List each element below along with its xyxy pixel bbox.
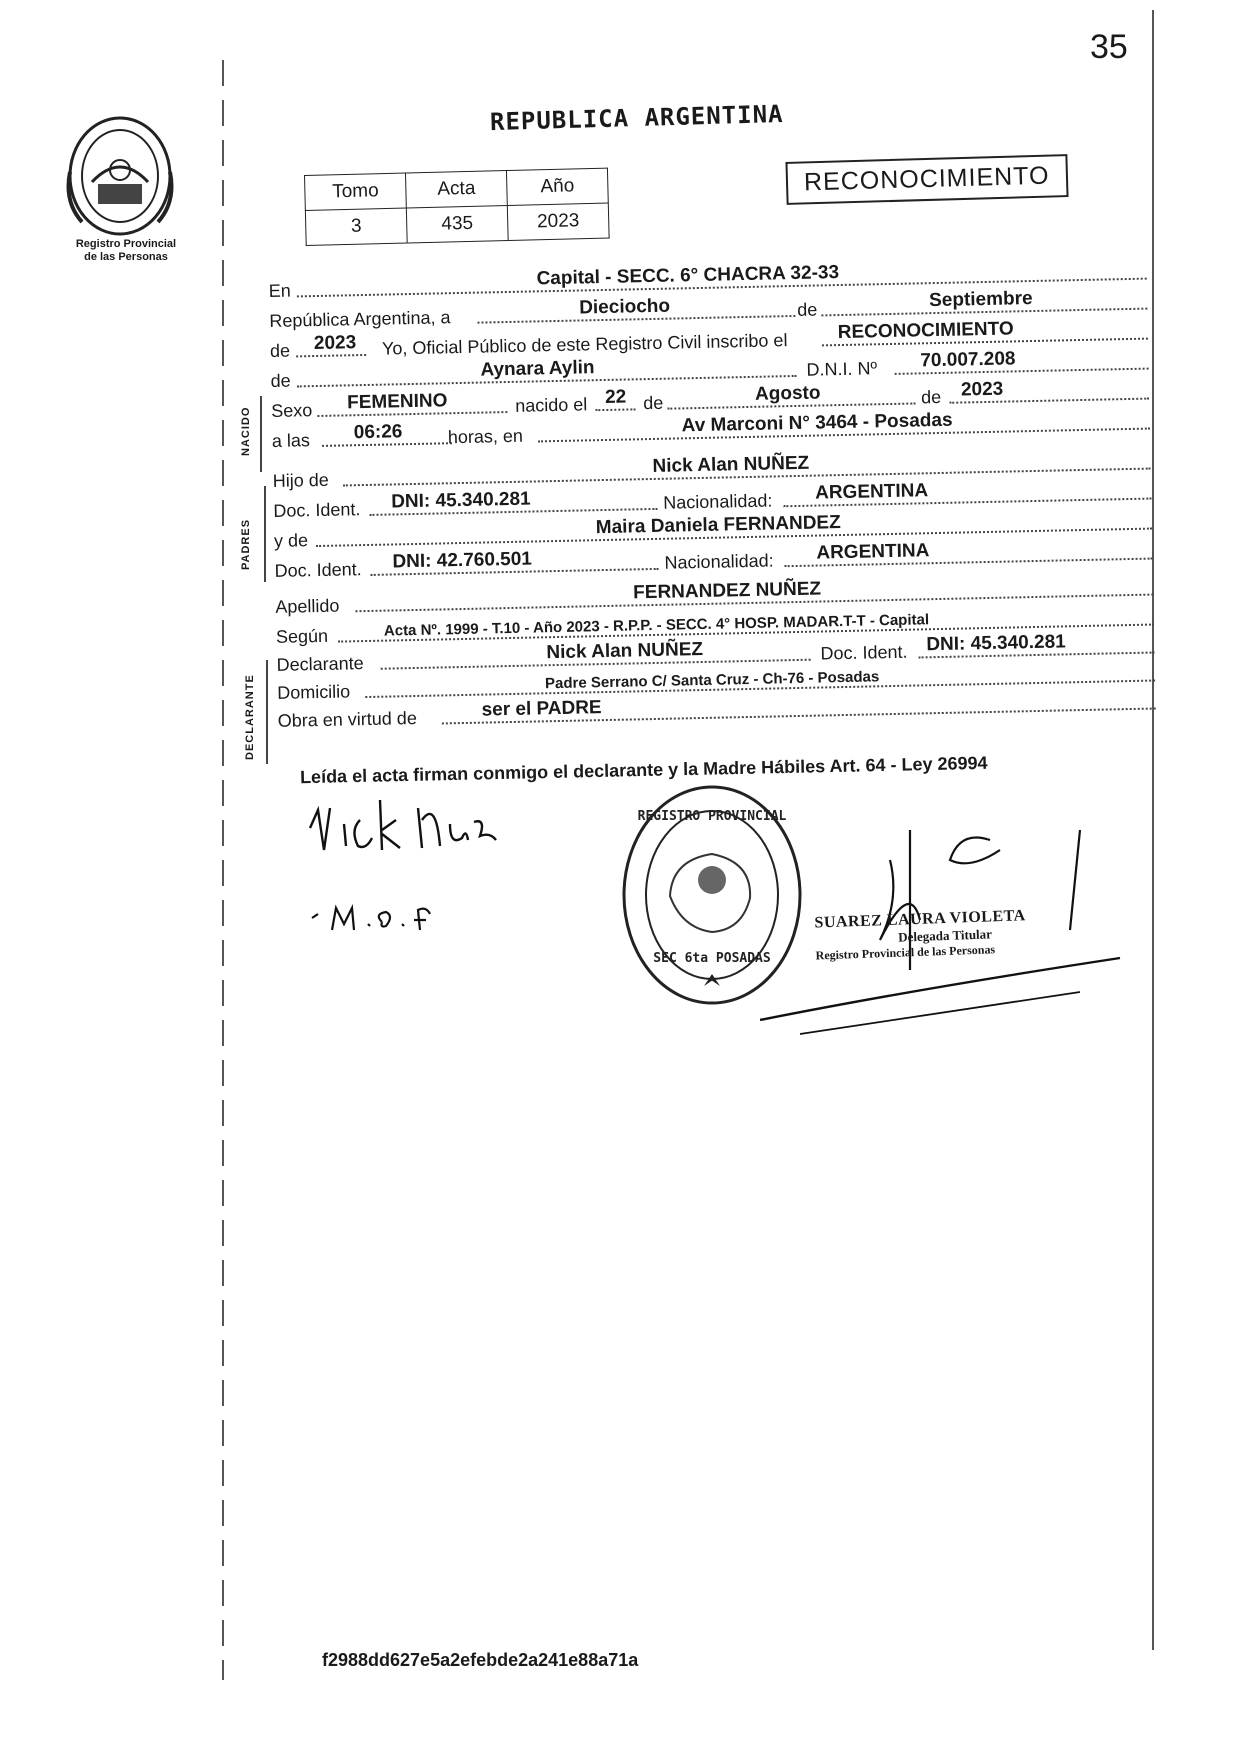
registry-line-1: Registro Provincial bbox=[75, 238, 177, 250]
anio-header: Año bbox=[506, 168, 608, 205]
docdecl-value: DNI: 45.340.281 bbox=[926, 631, 1066, 656]
nombre-value: Aynara Aylin bbox=[480, 357, 595, 381]
right-margin-rule bbox=[1152, 10, 1154, 1650]
anio-value: 2023 bbox=[313, 332, 357, 355]
obra-label: Obra en virtud de bbox=[277, 707, 418, 731]
domicilio-value: Padre Serrano C/ Santa Cruz - Ch-76 - Posadas bbox=[544, 668, 880, 693]
obra-value: ser el PADRE bbox=[481, 697, 602, 721]
dia-value: Dieciocho bbox=[578, 295, 671, 319]
de-label: de bbox=[795, 299, 819, 320]
doc1-label: Doc. Ident. bbox=[273, 499, 361, 521]
declarante-value: Nick Alan NUÑEZ bbox=[546, 638, 704, 664]
dni-value: 70.007.208 bbox=[920, 348, 1016, 372]
document-hash: f2988dd627e5a2efebde2a241e88a71a bbox=[322, 1650, 639, 1670]
en-label: En bbox=[268, 280, 292, 301]
acta-value: 435 bbox=[406, 206, 508, 243]
nacido-mes: Agosto bbox=[754, 382, 821, 405]
nacido-dia: 22 bbox=[604, 386, 627, 408]
closing-statement: Leída el acta firman conmigo el declarante y la Madre Hábiles Art. 64 - Ley 26994 bbox=[299, 752, 988, 788]
side-bar-padres bbox=[264, 486, 266, 582]
left-margin-rule bbox=[222, 60, 224, 1680]
tomo-header: Tomo bbox=[305, 173, 407, 210]
side-label-padres: PADRES bbox=[240, 518, 252, 570]
nacido-label: nacido el bbox=[515, 394, 588, 416]
tomo-value: 3 bbox=[305, 208, 407, 245]
sexo-label: Sexo bbox=[271, 400, 313, 421]
svg-text:REGISTRO PROVINCIAL: REGISTRO PROVINCIAL bbox=[637, 809, 787, 824]
madre-initials bbox=[300, 892, 303, 893]
horas-label: horas, en bbox=[447, 425, 524, 448]
de2-label: de bbox=[269, 340, 291, 361]
official-role: Delegada Titular bbox=[897, 926, 993, 945]
official-name: SUAREZ LAURA VIOLETA bbox=[814, 907, 1026, 932]
lugar-value: Av Marconi N° 3464 - Posadas bbox=[681, 409, 953, 437]
sexo-value: FEMENINO bbox=[346, 390, 448, 414]
padre-value: Nick Alan NUÑEZ bbox=[652, 452, 810, 477]
madre-value: Maira Daniela FERNANDEZ bbox=[595, 512, 841, 539]
nac1-label: Nacionalidad: bbox=[663, 490, 773, 513]
province-crest-icon bbox=[62, 112, 178, 240]
document-type-box: RECONOCIMIENTO bbox=[785, 154, 1068, 205]
side-bar-nacido bbox=[260, 396, 262, 472]
oficial-text: Yo, Oficial Público de este Registro Civil inscribo el bbox=[381, 330, 788, 359]
side-label-nacido: NACIDO bbox=[240, 406, 252, 456]
segun-value: Acta Nº. 1999 - T.10 - Año 2023 - R.P.P. - SECC. 4° HOSP. MADAR.T-T - Capital bbox=[383, 611, 930, 640]
segun-label: Según bbox=[275, 625, 329, 647]
de3-label: de bbox=[270, 370, 291, 391]
side-bar-declarante bbox=[266, 660, 268, 764]
official-org: Registro Provincial de las Personas bbox=[815, 942, 996, 963]
nac2-value: ARGENTINA bbox=[816, 540, 930, 564]
en-value: Capital - SECC. 6° CHACRA 32-33 bbox=[536, 262, 840, 290]
anio-value: 2023 bbox=[507, 203, 609, 240]
side-label-declarante: DECLARANTE bbox=[244, 674, 256, 760]
doc2-value: DNI: 42.760.501 bbox=[392, 548, 533, 573]
nac2-label: Nacionalidad: bbox=[664, 550, 774, 573]
page-number: 35 bbox=[1090, 28, 1128, 66]
de5-label: de bbox=[920, 386, 942, 408]
document-country-title: REPUBLICA ARGENTINA bbox=[489, 99, 784, 137]
dni-label: D.N.I. Nº bbox=[806, 358, 878, 380]
registry-line-2: de las Personas bbox=[84, 251, 168, 263]
nac1-value: ARGENTINA bbox=[814, 480, 929, 504]
yde-label: y de bbox=[273, 530, 309, 551]
official-block bbox=[814, 905, 1076, 963]
acta-header: Acta bbox=[405, 171, 507, 208]
doc1-value: DNI: 45.340.281 bbox=[391, 488, 531, 513]
declarante-label: Declarante bbox=[276, 653, 364, 675]
book-reference-table bbox=[304, 168, 610, 246]
doc2-label: Doc. Ident. bbox=[274, 559, 362, 581]
registry-name bbox=[56, 238, 196, 264]
nacido-anio: 2023 bbox=[960, 378, 1004, 401]
mes-value: Septiembre bbox=[928, 287, 1033, 312]
de4-label: de bbox=[642, 392, 664, 414]
apellido-value: FERNANDEZ NUÑEZ bbox=[632, 578, 822, 604]
republica-label: República Argentina, a bbox=[269, 307, 451, 331]
hijo-label: Hijo de bbox=[272, 469, 329, 491]
apellido-label: Apellido bbox=[275, 595, 340, 617]
docdecl-label: Doc. Ident. bbox=[820, 641, 908, 664]
alas-label: a las bbox=[271, 430, 311, 451]
domicilio-label: Domicilio bbox=[276, 681, 351, 703]
hora-value: 06:26 bbox=[353, 421, 403, 444]
inscribo-value: RECONOCIMIENTO bbox=[837, 318, 1014, 344]
acta-body bbox=[268, 236, 1159, 774]
declarante-signature-icon bbox=[290, 780, 530, 950]
svg-text:SEC 6ta POSADAS: SEC 6ta POSADAS bbox=[653, 951, 771, 966]
